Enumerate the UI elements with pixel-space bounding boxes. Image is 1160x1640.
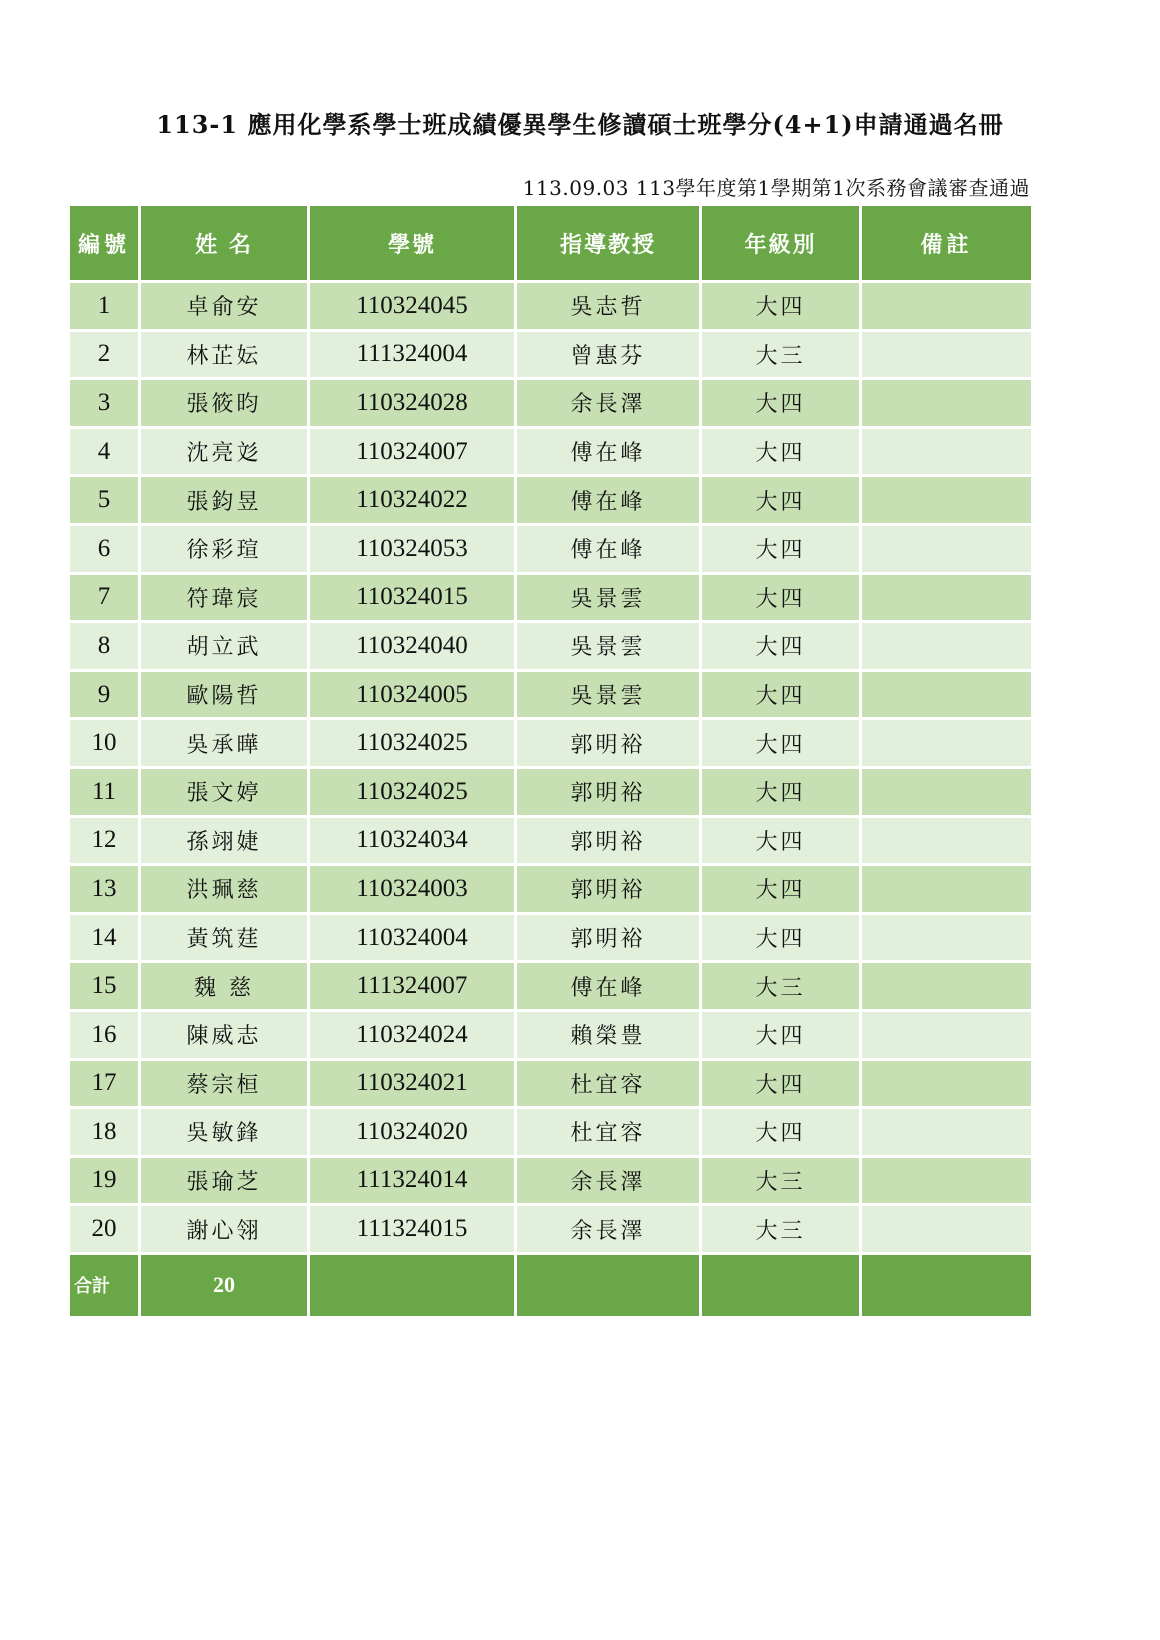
cell-name: 黃筑莛 [140,913,309,962]
cell-grade: 大四 [701,573,861,622]
cell-advisor: 郭明裕 [516,816,701,865]
cell-advisor: 吳景雲 [516,573,701,622]
cell-name: 胡立武 [140,622,309,671]
cell-grade: 大三 [701,330,861,379]
cell-student-id: 111324014 [309,1156,516,1205]
cell-name: 張瑜芝 [140,1156,309,1205]
cell-advisor: 傅在峰 [516,524,701,573]
cell-student-id: 110324024 [309,1010,516,1059]
cell-grade: 大三 [701,1156,861,1205]
cell-number: 18 [69,1108,140,1157]
table-row [69,767,1033,816]
cell-grade: 大四 [701,427,861,476]
cell-note [861,1156,1033,1205]
cell-advisor: 郭明裕 [516,913,701,962]
cell-student-id: 110324020 [309,1108,516,1157]
cell-note [861,379,1033,428]
cell-grade: 大四 [701,282,861,331]
cell-student-id: 110324028 [309,379,516,428]
total-count: 20 [140,1253,309,1317]
cell-note [861,962,1033,1011]
header-advisor: 指導教授 [516,205,701,282]
cell-grade: 大四 [701,816,861,865]
cell-student-id: 110324053 [309,524,516,573]
total-empty-cell [309,1253,516,1317]
table-total-row [69,1253,1033,1317]
cell-grade: 大四 [701,865,861,914]
cell-name: 吳敏鋒 [140,1108,309,1157]
cell-note [861,767,1033,816]
cell-grade: 大四 [701,913,861,962]
cell-advisor: 傅在峰 [516,427,701,476]
cell-grade: 大三 [701,962,861,1011]
cell-student-id: 111324004 [309,330,516,379]
header-number: 編號 [69,205,140,282]
cell-student-id: 110324015 [309,573,516,622]
cell-name: 歐陽哲 [140,670,309,719]
cell-student-id: 110324025 [309,719,516,768]
cell-name: 洪珮慈 [140,865,309,914]
cell-note [861,913,1033,962]
table-row [69,913,1033,962]
cell-student-id: 110324005 [309,670,516,719]
cell-grade: 大四 [701,719,861,768]
cell-grade: 大四 [701,524,861,573]
meeting-approval-note: 113.09.03 113學年度第1學期第1次系務會議審查通過 [522,176,1030,200]
cell-advisor: 吳景雲 [516,622,701,671]
table-row [69,719,1033,768]
table-row [69,622,1033,671]
table-row [69,282,1033,331]
cell-note [861,1010,1033,1059]
cell-student-id: 110324034 [309,816,516,865]
cell-number: 6 [69,524,140,573]
total-label: 合計 [69,1253,140,1317]
document-title: 113-1 應用化學系學士班成績優異學生修讀碩士班學分(4+1)申請通過名冊 [156,110,1004,139]
cell-note [861,622,1033,671]
cell-grade: 大四 [701,622,861,671]
cell-student-id: 111324015 [309,1205,516,1254]
table-row [69,1010,1033,1059]
cell-name: 謝心翎 [140,1205,309,1254]
cell-student-id: 110324025 [309,767,516,816]
cell-advisor: 傅在峰 [516,962,701,1011]
cell-number: 13 [69,865,140,914]
table-row [69,379,1033,428]
cell-number: 20 [69,1205,140,1254]
total-empty-cell [516,1253,701,1317]
cell-advisor: 曾惠芬 [516,330,701,379]
cell-advisor: 杜宜容 [516,1108,701,1157]
cell-advisor: 郭明裕 [516,865,701,914]
cell-advisor: 余長澤 [516,1205,701,1254]
cell-note [861,476,1033,525]
table-row [69,670,1033,719]
cell-name: 張鈞昱 [140,476,309,525]
cell-number: 15 [69,962,140,1011]
header-note: 備註 [861,205,1033,282]
cell-grade: 大四 [701,670,861,719]
cell-advisor: 賴榮豊 [516,1010,701,1059]
cell-number: 16 [69,1010,140,1059]
header-student-id: 學號 [309,205,516,282]
cell-name: 林芷妘 [140,330,309,379]
cell-name: 張文婷 [140,767,309,816]
cell-advisor: 郭明裕 [516,767,701,816]
cell-grade: 大四 [701,379,861,428]
cell-note [861,1205,1033,1254]
cell-number: 11 [69,767,140,816]
cell-name: 沈亮彣 [140,427,309,476]
cell-number: 9 [69,670,140,719]
table-row [69,1205,1033,1254]
total-empty-cell [861,1253,1033,1317]
cell-student-id: 110324004 [309,913,516,962]
cell-number: 1 [69,282,140,331]
cell-note [861,282,1033,331]
cell-note [861,524,1033,573]
cell-note [861,719,1033,768]
cell-name: 孫翊婕 [140,816,309,865]
cell-advisor: 吳景雲 [516,670,701,719]
cell-number: 3 [69,379,140,428]
table-row [69,1059,1033,1108]
cell-note [861,427,1033,476]
cell-name: 吳承曄 [140,719,309,768]
cell-number: 10 [69,719,140,768]
cell-name: 張筱昀 [140,379,309,428]
cell-grade: 大四 [701,767,861,816]
cell-note [861,865,1033,914]
cell-name: 陳威志 [140,1010,309,1059]
cell-advisor: 傅在峰 [516,476,701,525]
table-row [69,427,1033,476]
cell-number: 4 [69,427,140,476]
table-row [69,524,1033,573]
cell-grade: 大四 [701,476,861,525]
cell-advisor: 郭明裕 [516,719,701,768]
cell-note [861,816,1033,865]
cell-grade: 大四 [701,1059,861,1108]
cell-grade: 大四 [701,1108,861,1157]
table-row [69,1156,1033,1205]
cell-student-id: 110324022 [309,476,516,525]
cell-number: 5 [69,476,140,525]
cell-grade: 大三 [701,1205,861,1254]
table-row [69,330,1033,379]
cell-student-id: 110324003 [309,865,516,914]
cell-advisor: 余長澤 [516,1156,701,1205]
approved-student-table [67,203,1034,1319]
cell-note [861,573,1033,622]
table-row [69,962,1033,1011]
cell-name: 卓俞安 [140,282,309,331]
total-empty-cell [701,1253,861,1317]
cell-note [861,1059,1033,1108]
cell-note [861,330,1033,379]
table-row [69,1108,1033,1157]
cell-number: 19 [69,1156,140,1205]
cell-note [861,670,1033,719]
cell-name: 徐彩瑄 [140,524,309,573]
cell-student-id: 110324007 [309,427,516,476]
table-row [69,865,1033,914]
table-row [69,816,1033,865]
cell-advisor: 杜宜容 [516,1059,701,1108]
cell-number: 7 [69,573,140,622]
cell-number: 8 [69,622,140,671]
cell-student-id: 110324021 [309,1059,516,1108]
cell-number: 12 [69,816,140,865]
header-grade: 年級別 [701,205,861,282]
cell-name: 符瑋宸 [140,573,309,622]
cell-number: 17 [69,1059,140,1108]
cell-student-id: 110324045 [309,282,516,331]
table-row [69,476,1033,525]
table-row [69,573,1033,622]
cell-name: 魏 慈 [140,962,309,1011]
cell-number: 14 [69,913,140,962]
cell-name: 蔡宗桓 [140,1059,309,1108]
cell-advisor: 余長澤 [516,379,701,428]
header-name: 姓 名 [140,205,309,282]
cell-grade: 大四 [701,1010,861,1059]
cell-note [861,1108,1033,1157]
table-body [69,282,1033,1254]
cell-student-id: 111324007 [309,962,516,1011]
table-header-row [69,205,1033,282]
cell-student-id: 110324040 [309,622,516,671]
cell-advisor: 吳志哲 [516,282,701,331]
cell-number: 2 [69,330,140,379]
